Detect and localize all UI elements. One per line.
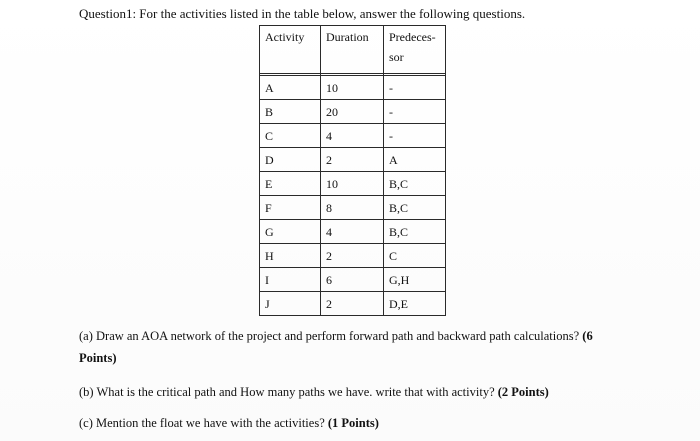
table-row: [260, 172, 446, 196]
predecessor-cell: -: [384, 100, 446, 124]
question-a: [79, 328, 593, 344]
duration-cell: 10: [321, 76, 384, 100]
activity-cell: H: [260, 244, 321, 268]
table-row: [260, 268, 446, 292]
predecessor-cell: D,E: [384, 292, 446, 316]
predecessor-cell: B,C: [384, 196, 446, 220]
activity-cell: G: [260, 220, 321, 244]
table-row: [260, 100, 446, 124]
duration-cell: 2: [321, 292, 384, 316]
table-row: [260, 148, 446, 172]
predecessor-cell: -: [384, 76, 446, 100]
table-row: [260, 244, 446, 268]
predecessor-cell: A: [384, 148, 446, 172]
header-predecessor: Predeces-: [384, 26, 446, 49]
header-predecessor-continued: sor: [384, 48, 446, 74]
duration-cell: 4: [321, 124, 384, 148]
question-c-text: (c) Mention the float we have with the activities?: [79, 416, 325, 430]
activity-cell: F: [260, 196, 321, 220]
table-row: [260, 76, 446, 100]
predecessor-cell: C: [384, 244, 446, 268]
table-header-row-continued: [260, 48, 446, 74]
question-a-text: (a) Draw an AOA network of the project and perform forward path and backward path calculations?: [79, 329, 580, 343]
duration-cell: 2: [321, 244, 384, 268]
question-b-points: (2 Points): [497, 385, 549, 399]
table-row: [260, 196, 446, 220]
activity-cell: A: [260, 76, 321, 100]
question-c: [79, 415, 379, 431]
activity-cell: B: [260, 100, 321, 124]
table-row: [260, 292, 446, 316]
activity-cell: I: [260, 268, 321, 292]
header-activity-blank: [260, 48, 321, 74]
duration-cell: 4: [321, 220, 384, 244]
question-a-continued: [79, 350, 117, 366]
table-header-row: [260, 26, 446, 49]
duration-cell: 2: [321, 148, 384, 172]
table-row: [260, 124, 446, 148]
question-a-points-continued: Points): [79, 351, 117, 365]
question-c-points: (1 Points): [327, 416, 379, 430]
activity-cell: D: [260, 148, 321, 172]
header-activity: Activity: [260, 26, 321, 49]
activity-cell: E: [260, 172, 321, 196]
duration-cell: 10: [321, 172, 384, 196]
predecessor-cell: B,C: [384, 220, 446, 244]
duration-cell: 20: [321, 100, 384, 124]
predecessor-cell: B,C: [384, 172, 446, 196]
duration-cell: 6: [321, 268, 384, 292]
header-duration: Duration: [321, 26, 384, 49]
duration-cell: 8: [321, 196, 384, 220]
predecessor-cell: G,H: [384, 268, 446, 292]
question-b-text: (b) What is the critical path and How many paths we have. write that with activity?: [79, 385, 495, 399]
header-duration-blank: [321, 48, 384, 74]
activity-table: [259, 25, 446, 316]
table-row: [260, 220, 446, 244]
question-b: [79, 384, 549, 400]
activity-cell: J: [260, 292, 321, 316]
question-a-points: (6: [582, 329, 593, 343]
question-heading: Question1: For the activities listed in the table below, answer the following questions.: [79, 6, 526, 21]
predecessor-cell: -: [384, 124, 446, 148]
activity-cell: C: [260, 124, 321, 148]
